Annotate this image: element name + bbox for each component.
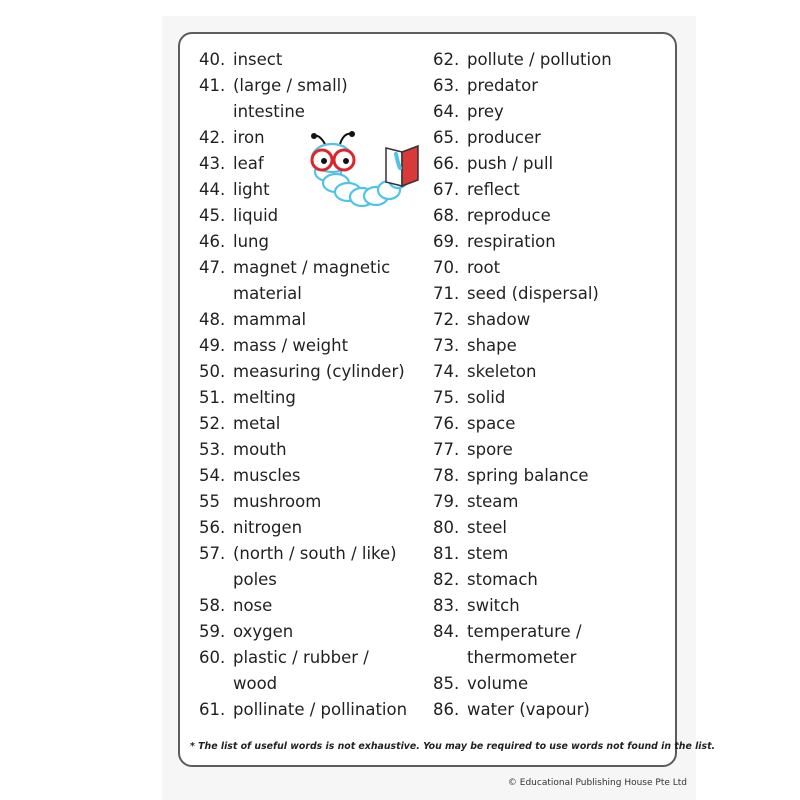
item-number: 79. — [433, 492, 460, 511]
item-word: (large / small) — [233, 76, 348, 95]
item-number: 74. — [433, 362, 460, 381]
item-number: 41. — [199, 76, 226, 95]
word-list-item — [199, 47, 407, 73]
item-word: mammal — [233, 310, 307, 329]
item-number: 47. — [199, 258, 226, 277]
item-word: magnet / magnetic — [233, 258, 391, 277]
word-list-item — [433, 515, 612, 541]
item-number: 75. — [433, 388, 460, 407]
item-word: light — [233, 180, 270, 199]
word-list-item — [433, 99, 612, 125]
word-list-item — [199, 697, 407, 723]
word-list-item — [433, 125, 612, 151]
item-number: 70. — [433, 258, 460, 277]
item-word: shadow — [467, 310, 531, 329]
item-number: 56. — [199, 518, 226, 537]
item-number: 51. — [199, 388, 226, 407]
item-number: 44. — [199, 180, 226, 199]
item-word: leaf — [233, 154, 264, 173]
word-list-item — [433, 385, 612, 411]
word-list-item — [199, 463, 407, 489]
item-number: 83. — [433, 596, 460, 615]
item-number: 42. — [199, 128, 226, 147]
item-word: spore — [467, 440, 513, 459]
item-word: (north / south / like) — [233, 544, 397, 563]
copyright: © Educational Publishing House Pte Ltd — [507, 778, 687, 788]
item-number: 46. — [199, 232, 226, 251]
word-list-item — [433, 541, 612, 567]
item-number: 58. — [199, 596, 226, 615]
word-list-item — [433, 203, 612, 229]
item-word: nose — [233, 596, 273, 615]
item-word: producer — [467, 128, 541, 147]
word-list-item — [199, 385, 407, 411]
item-word: reproduce — [467, 206, 551, 225]
item-word: iron — [233, 128, 265, 147]
word-list-item — [433, 177, 612, 203]
word-list-item — [433, 645, 612, 671]
item-number: 59. — [199, 622, 226, 641]
word-list-item — [433, 281, 612, 307]
item-number — [199, 99, 233, 125]
item-word: steel — [467, 518, 507, 537]
word-list-item — [199, 437, 407, 463]
word-list-item — [433, 567, 612, 593]
word-list-item — [199, 281, 407, 307]
item-number: 48. — [199, 310, 226, 329]
item-number: 40. — [199, 50, 226, 69]
word-list-item — [433, 619, 612, 645]
word-list-item — [199, 645, 407, 671]
word-list-item — [433, 333, 612, 359]
item-word: spring balance — [467, 466, 589, 485]
item-word: seed (dispersal) — [467, 284, 599, 303]
item-number: 45. — [199, 206, 226, 225]
word-list-item — [433, 411, 612, 437]
item-number: 65. — [433, 128, 460, 147]
item-number: 72. — [433, 310, 460, 329]
word-list-item — [433, 437, 612, 463]
word-list-item — [199, 567, 407, 593]
item-word: mass / weight — [233, 336, 349, 355]
item-number: 50. — [199, 362, 226, 381]
item-number: 52. — [199, 414, 226, 433]
word-list-item — [433, 489, 612, 515]
item-number: 53. — [199, 440, 226, 459]
item-number: 78. — [433, 466, 460, 485]
item-number — [433, 645, 467, 671]
item-number: 85. — [433, 674, 460, 693]
word-list-item — [433, 697, 612, 723]
item-word: metal — [233, 414, 281, 433]
word-list-item — [433, 47, 612, 73]
word-list-item — [199, 619, 407, 645]
item-number: 82. — [433, 570, 460, 589]
item-word: solid — [467, 388, 506, 407]
item-number: 73. — [433, 336, 460, 355]
item-word: lung — [233, 232, 269, 251]
item-word: plastic / rubber / — [233, 648, 369, 667]
item-word: respiration — [467, 232, 556, 251]
item-word: thermometer — [467, 648, 577, 667]
item-number: 49. — [199, 336, 226, 355]
item-number: 55 — [199, 492, 220, 511]
item-number: 84. — [433, 622, 460, 641]
item-word: volume — [467, 674, 529, 693]
item-word: oxygen — [233, 622, 294, 641]
item-word: prey — [467, 102, 504, 121]
item-word: mouth — [233, 440, 287, 459]
item-word: predator — [467, 76, 538, 95]
item-number: 54. — [199, 466, 226, 485]
item-number — [199, 281, 233, 307]
word-list-item — [433, 463, 612, 489]
word-list-item — [199, 73, 407, 99]
item-number: 64. — [433, 102, 460, 121]
word-list-item — [433, 151, 612, 177]
word-list-item — [433, 255, 612, 281]
item-word: mushroom — [233, 492, 322, 511]
item-word: pollute / pollution — [467, 50, 612, 69]
item-number: 69. — [433, 232, 460, 251]
item-word: poles — [233, 570, 277, 589]
item-number: 76. — [433, 414, 460, 433]
item-word: muscles — [233, 466, 301, 485]
item-word: nitrogen — [233, 518, 303, 537]
bookworm-with-glasses-icon — [306, 128, 430, 220]
item-word: insect — [233, 50, 283, 69]
word-list-item — [199, 333, 407, 359]
item-word: stem — [467, 544, 509, 563]
item-number: 60. — [199, 648, 226, 667]
word-list-item — [199, 307, 407, 333]
item-number: 66. — [433, 154, 460, 173]
word-list-item — [199, 489, 407, 515]
word-list-item — [433, 593, 612, 619]
item-number — [199, 671, 233, 697]
item-number: 62. — [433, 50, 460, 69]
item-number: 68. — [433, 206, 460, 225]
item-word: reflect — [467, 180, 520, 199]
item-number: 81. — [433, 544, 460, 563]
item-word: switch — [467, 596, 520, 615]
item-word: water (vapour) — [467, 700, 590, 719]
word-list-item — [433, 671, 612, 697]
word-list-item — [199, 671, 407, 697]
word-list-item — [433, 73, 612, 99]
item-number: 71. — [433, 284, 460, 303]
item-word: root — [467, 258, 501, 277]
word-list-item — [433, 307, 612, 333]
item-number: 63. — [433, 76, 460, 95]
word-list-right-column — [433, 47, 612, 723]
item-word: liquid — [233, 206, 279, 225]
word-list-item — [199, 515, 407, 541]
item-word: measuring (cylinder) — [233, 362, 405, 381]
word-list-item — [199, 359, 407, 385]
word-list-item — [433, 359, 612, 385]
item-word: shape — [467, 336, 517, 355]
item-number — [199, 567, 233, 593]
word-list-item — [199, 593, 407, 619]
item-word: wood — [233, 674, 278, 693]
item-word: pollinate / pollination — [233, 700, 408, 719]
item-word: intestine — [233, 102, 305, 121]
item-word: push / pull — [467, 154, 554, 173]
item-number: 61. — [199, 700, 226, 719]
item-word: melting — [233, 388, 296, 407]
item-number: 43. — [199, 154, 226, 173]
item-number: 77. — [433, 440, 460, 459]
word-list-item — [433, 229, 612, 255]
word-list-item — [199, 541, 407, 567]
item-word: stomach — [467, 570, 538, 589]
item-number: 67. — [433, 180, 460, 199]
item-word: temperature / — [467, 622, 582, 641]
item-word: skeleton — [467, 362, 537, 381]
item-word: space — [467, 414, 516, 433]
word-list-item — [199, 411, 407, 437]
item-number: 57. — [199, 544, 226, 563]
item-number: 86. — [433, 700, 460, 719]
item-number: 80. — [433, 518, 460, 537]
item-word: material — [233, 284, 302, 303]
word-list-item — [199, 229, 407, 255]
word-list-item — [199, 255, 407, 281]
word-list-item — [199, 99, 407, 125]
footnote: * The list of useful words is not exhaustive. You may be required to use words not found in the list. — [190, 741, 716, 752]
item-word: steam — [467, 492, 519, 511]
